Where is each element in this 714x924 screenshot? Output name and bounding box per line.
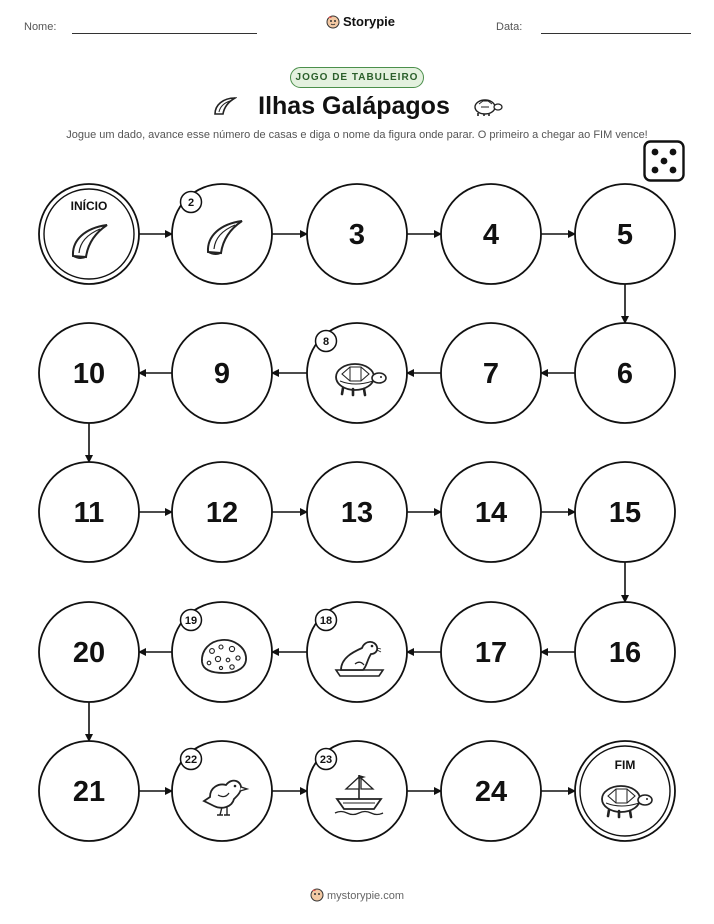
- space-number: 7: [482, 358, 500, 390]
- space-label: FIM: [614, 758, 636, 772]
- space-number: 3: [348, 219, 366, 251]
- board-space[interactable]: [441, 602, 541, 702]
- title-text: Ilhas Galápagos: [258, 92, 450, 120]
- board-space[interactable]: [39, 323, 139, 423]
- space-label: INÍCIO: [70, 199, 108, 213]
- space-number: 18: [319, 615, 333, 627]
- board-space[interactable]: [441, 323, 541, 423]
- board-space[interactable]: [172, 323, 272, 423]
- board-space[interactable]: [441, 462, 541, 562]
- space-number: 9: [213, 358, 231, 390]
- board-space[interactable]: [172, 462, 272, 562]
- space-number: 23: [319, 754, 333, 766]
- date-label: Data:: [496, 21, 523, 33]
- finish-space[interactable]: [575, 741, 675, 841]
- space-number: 15: [608, 497, 642, 529]
- space-number: 13: [340, 497, 374, 529]
- space-number: 10: [72, 358, 106, 390]
- storypie-mascot-icon: [310, 888, 324, 902]
- board-space[interactable]: [307, 462, 407, 562]
- space-number: 20: [72, 637, 106, 669]
- space-number: 17: [474, 637, 508, 669]
- space-number: 14: [474, 497, 508, 529]
- name-label: Nome:: [24, 21, 57, 33]
- space-number: 19: [184, 615, 198, 627]
- game-type-badge: JOGO DE TABULEIRO: [290, 67, 424, 88]
- lava-rock-icon: [202, 640, 246, 673]
- space-number: 22: [184, 754, 198, 766]
- board-space[interactable]: [441, 741, 541, 841]
- board-space[interactable]: [39, 602, 139, 702]
- board-space[interactable]: [307, 602, 407, 702]
- space-number: 16: [608, 637, 642, 669]
- footer-url[interactable]: mystorypie.com: [326, 890, 405, 902]
- space-number: 5: [616, 219, 634, 251]
- board-space[interactable]: [39, 462, 139, 562]
- board-space[interactable]: [307, 323, 407, 423]
- space-number: 6: [616, 358, 634, 390]
- board-space[interactable]: [172, 741, 272, 841]
- board-space[interactable]: [172, 602, 272, 702]
- board-space[interactable]: [307, 741, 407, 841]
- board-space[interactable]: [575, 602, 675, 702]
- space-number: 21: [72, 776, 106, 808]
- space-number: 11: [73, 497, 105, 529]
- board-space[interactable]: [575, 462, 675, 562]
- footer: [0, 888, 714, 902]
- board-space[interactable]: [172, 184, 272, 284]
- space-number: 24: [474, 776, 508, 808]
- board-space[interactable]: [307, 184, 407, 284]
- board-space[interactable]: [575, 323, 675, 423]
- board-space[interactable]: [39, 741, 139, 841]
- instructions: Jogue um dado, avance esse número de casas e diga o nome da figura onde parar. O primeiro a chegar ao FIM vence!: [66, 129, 648, 141]
- space-number: 4: [482, 219, 500, 251]
- board-space[interactable]: [575, 184, 675, 284]
- start-space[interactable]: [39, 184, 139, 284]
- space-number: 2: [187, 197, 195, 209]
- space-number: 12: [205, 497, 239, 529]
- space-number: 8: [322, 336, 330, 348]
- board-space[interactable]: [441, 184, 541, 284]
- brand-name: Storypie: [343, 14, 396, 29]
